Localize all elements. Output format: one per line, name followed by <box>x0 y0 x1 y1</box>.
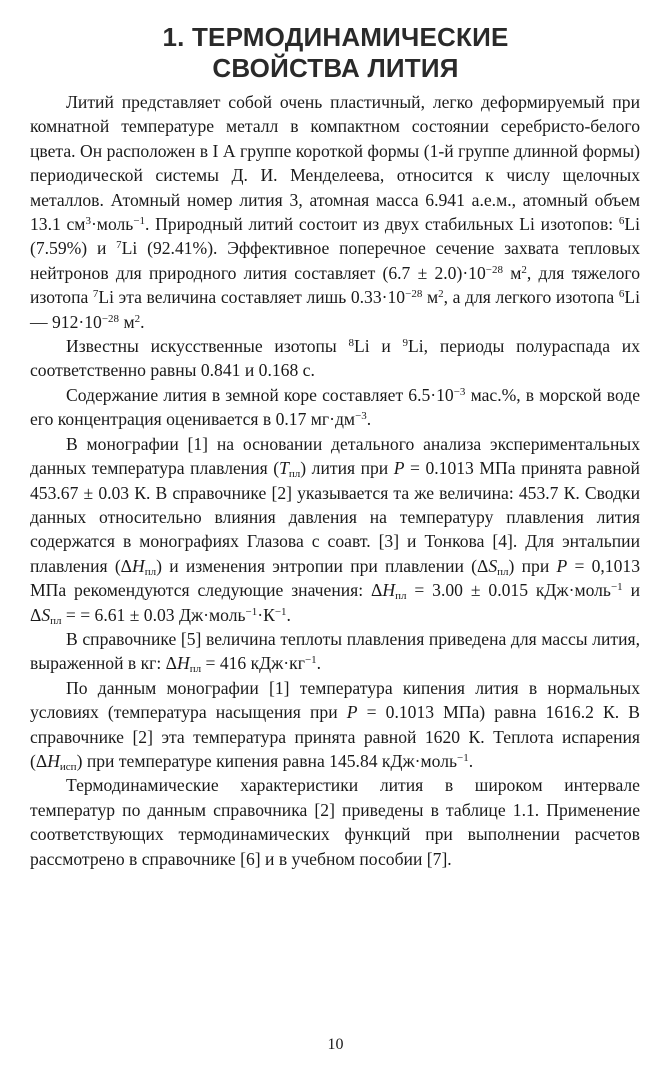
page-number: 10 <box>327 1036 344 1053</box>
paragraph-heat-of-fusion: В справочнике [5] величина теплоты плавления приведена для массы лития, выраженной в кг: $\Delta H_{пл} = 416$ $кДж\cdot кг^{-1}$. <box>30 628 640 676</box>
body-text <box>30 90 640 871</box>
paragraph-melting: В монографии [1] на основании детального анализа экспериментальных данных температура плавления $(T_{пл})$ лития при P = 0.1013 МПа принята равной 453.67 ± 0.03 К. В справочнике [2] указывается та же величина: 453.7 К. Сводки данных относительно влияния давления на температуру плавления лития содержатся в монографиях Глазова с соавт. [3] и Тонкова [4]. Для энтальпии плавления $(\Delta H_{пл})$ и изменения энтропии при плавлении $(\Delta S_{пл})$ при P = 0,1013 МПа рекомендуются следующие значения: $\Delta H_{пл} = 3.00 \pm 0.015$ кДж·моль$^{-1}$ и $\Delta S_{пл}$ = = 6.61 ± 0.03 $Дж\cdot моль^{-1}\cdot К^{-1}$. <box>30 433 640 627</box>
chapter-title-line-1: 1. ТЕРМОДИНАМИЧЕСКИЕ <box>162 22 509 52</box>
chapter-title <box>0 22 671 84</box>
paragraph-abundance: Содержание лития в земной коре составляет $6.5\cdot 10^{-3}$ мас.%, в морской воде его концентрация оценивается в 0.17 $мг\cdot дм^{-3}$. <box>30 384 640 430</box>
paragraph-lithium-properties: Литий представляет собой очень пластичный, легко деформируемый при комнатной температуре металл в компактном состоянии серебристо-белого цвета. Он расположен в I А группе короткой формы (1-й группе длинной формы) периодической системы Д. И. Менделеева, относится к числу щелочных металлов. Атомный номер лития 3, атомная масса 6.941 а.е.м., атомный объем 13.1 $см^3\cdot моль^{-1}$. Природный литий состоит из двух стабильных Li изотопов: $^6$Li (7.59%) и $^7$Li (92.41%). Эффективное поперечное сечение захвата тепловых нейтронов для природного лития составляет $(6.7 \pm 2.0)\cdot 10^{-28}$ $м^2$, для тяжелого изотопа $^7$Li эта величина составляет лишь $0.33\cdot 10^{-28}$ $м^2$, а для легкого изотопа $^6$Li — $912\cdot 10^{-28}$ $м^2$. <box>30 92 640 332</box>
chapter-title-line-2: СВОЙСТВА ЛИТИЯ <box>212 53 459 83</box>
paragraph-thermodynamic-table: Термодинамические характеристики лития в широком интервале температур по данным справочника [2] приведены в таблице 1.1. Применение соответствующих термодинамических функций при выполнении расчетов рассмотрено в справочнике [6] и в учебном пособии [7]. <box>30 775 640 869</box>
paragraph-boiling: По данным монографии [1] температура кипения лития в нормальных условиях (температура насыщения при P = 0.1013 МПа) равна 1616.2 К. В справочнике [2] эта температура принята равной 1620 К. Теплота испарения $(\Delta H_{исп})$ при температуре кипения равна 145.84 кДж·моль$^{-1}$. <box>30 677 641 773</box>
paragraph-artificial-isotopes: Известны искусственные изотопы $^8$Li и $^9$Li, периоды полураспада их соответственно равны 0.841 и 0.168 с. <box>30 336 640 381</box>
